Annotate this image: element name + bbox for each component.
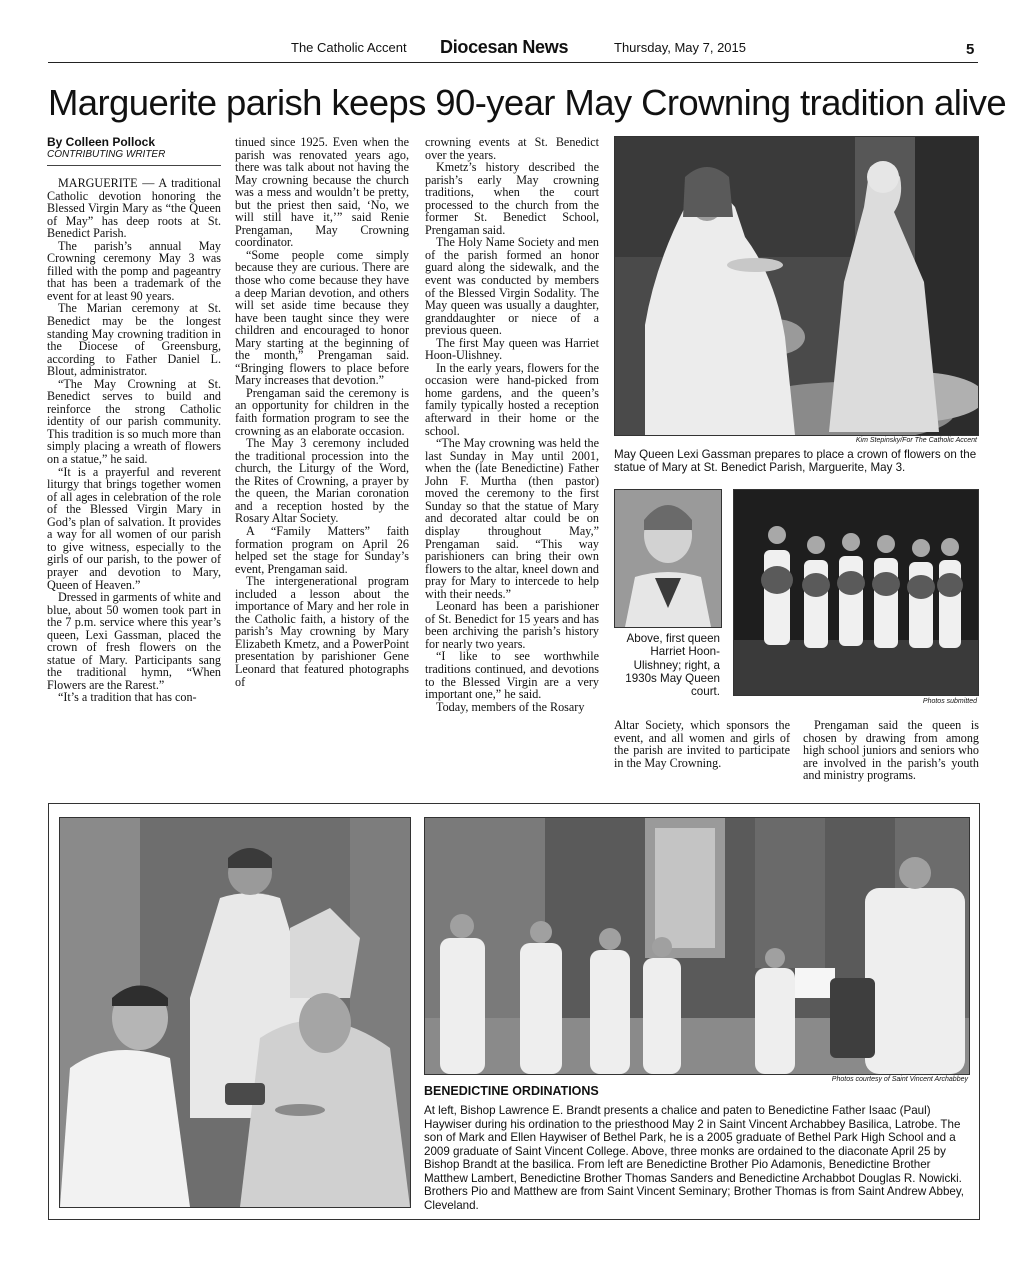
paragraph: In the early years, flowers for the occasion were hand-picked from home gardens, and the queen’s family typically hosted a reception afterward in their home or the school. bbox=[425, 360, 599, 438]
article-column-2 bbox=[235, 136, 409, 688]
paragraph: Dressed in garments of white and blue, about 50 women took part in the 7 p.m. service where this year’s queen, Lexi Gassman, placed the crown of fresh flowers on the statue of Mary. Participants sang the traditional hymn, “When Flowers are the Rarest.” bbox=[47, 590, 221, 692]
priesthood-ordination-photo bbox=[59, 817, 411, 1208]
header-rule bbox=[48, 62, 978, 63]
section-name: Diocesan News bbox=[440, 37, 569, 57]
paragraph: “Some people come simply because they are curious. There are those who come because they have a deep Marian devotion, and others will set aside time because they have been taught since they were children and encouraged to honor Mary starting at the beginning of the month,” Prengaman said. “Bringing flowers to place before Mary increases that devotion.” bbox=[235, 247, 409, 388]
byline-author: By Colleen Pollock bbox=[47, 135, 156, 149]
ordinations-caption: At left, Bishop Lawrence E. Brandt presents a chalice and paten to Benedictine Father Isaac (Paul) Haywiser during his ordination to the priesthood May 2 in Saint Vincent Archabbey Basilica, Latrobe. The son of Mark and Ellen Haywiser of Bethel Park, he is a 2005 graduate of Bethel Park High School and a 2009 graduate of Saint Vincent College. Above, three monks are ordained to the diaconate April 25 by Bishop Brandt at the basilica. From left are Benedictine Brother Pio Adamonis, Benedictine Brother Matthew Lambert, Benedictine Brother Thomas Sanders and Benedictine Archabbot Douglas R. Nowicki. Brothers Pio and Matthew are from Saint Vincent Seminary; Brother Thomas is from Saint Andrew Abbey, Cleveland. bbox=[424, 1104, 965, 1212]
paragraph: “I like to see worthwhile traditions continued, and devotions to the Blessed Virgin are a very important one,” he said. bbox=[425, 649, 599, 702]
historic-photo-caption: Above, first queen Harriet Hoon-Ulishney; right, a 1930s May Queen court. bbox=[625, 632, 720, 699]
paragraph: A “Family Matters” faith formation program on April 26 helped set the stage for Sunday’s event, Prengaman said. bbox=[235, 523, 409, 576]
paragraph: “It is a prayerful and reverent liturgy that brings together women of all ages in celebration of the role of the Blessed Virgin Mary in God’s plan of salvation. It provides a way for all women of our parish to give witness, especially to the girls of our parish, to the power of prayer and devotion to Mary, Queen of Heaven.” bbox=[47, 464, 221, 592]
paragraph: Prengaman said the ceremony is an opportunity for children in the faith formation program to see the crowning as an elaborate occasion. bbox=[235, 385, 409, 438]
paragraph: The Holy Name Society and men of the parish formed an honor guard along the sidewalk, and the event was conducted by members of the Blessed Virgin Sodality. The May queen was usually a daughter, granddaughter or niece of a previous queen. bbox=[425, 235, 599, 338]
paragraph: “It’s a tradition that has con- bbox=[58, 690, 197, 705]
may-queen-photo bbox=[614, 136, 979, 436]
paragraph: crowning events at St. Benedict over the years. bbox=[425, 135, 599, 162]
paragraph: The May 3 ceremony included the traditional procession into the church, the Liturgy of the Word, the Rites of Crowning, a prayer by the queen, the Marian coronation and a reception hosted by the Rosary Altar Society. bbox=[235, 436, 409, 526]
headline: Marguerite parish keeps 90-year May Crowning tradition alive bbox=[48, 82, 1007, 123]
page-number: 5 bbox=[966, 41, 975, 58]
issue-date: Thursday, May 7, 2015 bbox=[614, 40, 746, 55]
paragraph: Kmetz’s history described the parish’s early May crowning traditions, when the court processed to the church from the former St. Benedict School, Prengaman said. bbox=[425, 160, 599, 237]
ordinations-title: BENEDICTINE ORDINATIONS bbox=[424, 1084, 599, 1098]
may-queen-court-photo bbox=[733, 489, 979, 696]
paragraph: Prengaman said the queen is chosen by drawing from among high school juniors and seniors who are involved in the parish’s youth and ministry programs. bbox=[803, 718, 979, 783]
paragraph: The parish’s annual May Crowning ceremony May 3 was filled with the pomp and pageantry that has been a trademark of the event for at least 90 years. bbox=[47, 238, 221, 303]
byline-role: CONTRIBUTING WRITER bbox=[47, 149, 221, 166]
diaconate-ordination-photo bbox=[424, 817, 970, 1075]
paragraph: tinued since 1925. Even when the parish was renovated years ago, there was talk about not having the May crowning because the church was a mess and wouldn’t be pretty, but the priest then said, ‘No, we will still have it,’” said Renie Prengaman, May Crowning coordinator. bbox=[235, 135, 409, 250]
article-column-3 bbox=[425, 136, 599, 713]
main-photo-credit: Kim Stepinsky/For The Catholic Accent bbox=[855, 437, 977, 444]
paragraph: The Marian ceremony at St. Benedict may be the longest standing May crowning tradition in the Diocese of Greensburg, according to Father Daniel L. Blout, administrator. bbox=[47, 301, 221, 379]
paragraph: Today, members of the Rosary bbox=[436, 699, 585, 714]
article-column-5 bbox=[803, 719, 979, 782]
main-photo-caption: May Queen Lexi Gassman prepares to place a crown of flowers on the statue of Mary at St. Benedict Parish, Marguerite, May 3. bbox=[614, 448, 977, 474]
first-queen-photo bbox=[614, 489, 722, 628]
paragraph: The first May queen was Harriet Hoon-Ulishney. bbox=[425, 335, 599, 363]
article-column-4 bbox=[614, 719, 790, 769]
paragraph: Leonard has been a parishioner of St. Benedict for 15 years and has been archiving the parish’s history for nearly two years. bbox=[425, 599, 599, 651]
paragraph: Altar Society, which sponsors the event, and all women and girls of the parish are invited to participate in the May Crowning. bbox=[614, 718, 790, 770]
article-column-1 bbox=[47, 136, 221, 704]
paragraph: “The May Crowning at St. Benedict serves to build and reinforce the strong Catholic identity of our parish community. This tradition is so much more than simply placing a wreath of flowers on a statue,” he said. bbox=[47, 376, 221, 467]
paragraph: “The May crowning was held the last Sunday in May until 2001, when the (late Benedictine) Father John F. Murtha (then pastor) moved the ceremony to the first Sunday so that the statue of Mary and decorated altar could be on display throughout May,” Prengaman said. “This way parishioners can bring their own flowers to the altar, kneel down and pray for Mary to intercede to help with their needs.” bbox=[425, 436, 599, 601]
paragraph: The intergenerational program included a lesson about the importance of Mary and her role in the Catholic faith, a history of the parish’s May crowning by Mary Elizabeth Kmetz, and a PowerPoint presentation by parishioner Gene Leonard that featured photographs of bbox=[235, 574, 409, 689]
publication-name: The Catholic Accent bbox=[291, 40, 407, 55]
ordination-photo-credit: Photos courtesy of Saint Vincent Archabbey bbox=[831, 1076, 968, 1083]
historic-photo-credit: Photos submitted bbox=[922, 698, 977, 705]
paragraph: MARGUERITE — A traditional Catholic devotion honoring the Blessed Virgin Mary as “the Queen of May” has deep roots at St. Benedict Parish. bbox=[47, 176, 221, 241]
